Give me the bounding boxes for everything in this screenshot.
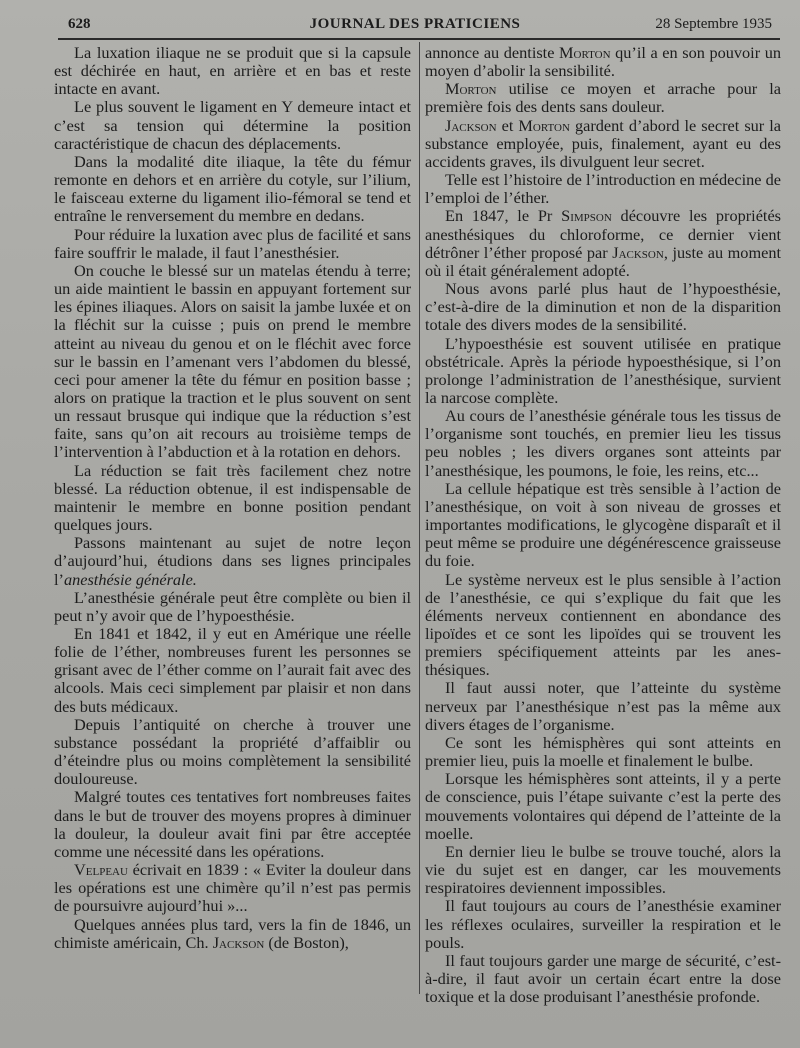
- paragraph: Dans la modalité dite iliaque, la tête du fémur remonte en dehors et en arrière du cotyle, sur l’ilium, le faisceau externe du ligament ilio-fémoral se tend et entraîne le renversement du membre en dedans.: [54, 151, 411, 226]
- paragraph: [54, 534, 411, 588]
- paragraph: Au cours de l’anesthésie générale tous les tissus de l’organisme sont touchés, en premier lieu les tissus peu nobles ; les divers organes sont atteints par l’anesthésique, les poumons, le foie, les reins, etc...: [425, 406, 781, 480]
- text-run: et: [496, 115, 519, 135]
- paragraph: Malgré toutes ces tentatives fort nombreuses faites dans le but de trouver des moyens propres à diminuer la douleur, la douleur avait fini par être acceptée comme une nécessité dans les opérations.: [54, 787, 411, 861]
- paragraph: [54, 861, 411, 915]
- header-rule: [58, 38, 780, 40]
- text-run: découvre les propriétés anesthésiques du chloroforme, ce dernier vient détrôner l’éther proposé par: [425, 206, 782, 262]
- person-name: Jackson: [612, 242, 664, 262]
- paragraph: Nous avons parlé plus haut de l’hypoesthésie, c’est-à-dire de la diminution et non de la disparition totale des divers modes de la sensibilité.: [425, 279, 781, 335]
- text-run: annonce au dentiste: [425, 43, 560, 62]
- paragraph: Il faut toujours garder une marge de sécurité, c’est-à-dire, il faut avoir un certain écart entre la dose toxique et la dose produisant l’anesthésie profonde.: [425, 950, 781, 1007]
- person-name: Velpeau: [74, 860, 128, 880]
- column-divider: [419, 42, 420, 994]
- page-number: 628: [68, 16, 91, 32]
- text-run: Passons maintenant au sujet de notre leçon d’aujourd’hui, étudions dans ses lignes principales l’: [54, 533, 411, 589]
- paragraph: Depuis l’antiquité on cherche à trouver une substance possédant la propriété d’affaiblir ou d’éteindre plus ou moins complètement la sensibilité douloureuse.: [54, 714, 411, 789]
- page-header: [58, 12, 772, 38]
- text-run: En 1847, le Pr: [445, 206, 562, 226]
- paragraph: Le plus souvent le ligament en Y demeure intact et c’est sa tension qui détermine la position caractéristique de chacun des déplacements.: [54, 97, 411, 153]
- paragraph: L’hypoesthésie est souvent utilisée en pratique obstétricale. Après la période hypoesthésique, si l’on prolonge l’administration de l’anesthésique, survient la narcose complète.: [425, 333, 781, 407]
- paragraph: Ce sont les hémisphères qui sont atteints en premier lieu, puis la moelle et finalement le bulbe.: [425, 732, 781, 771]
- italic-term: anesthésie générale.: [63, 569, 197, 589]
- person-name: Morton: [445, 79, 497, 99]
- paragraph: [425, 44, 781, 80]
- paragraph: Le système nerveux est le plus sensible à l’action de l’anesthésie, ce qui s’explique du fait que les éléments nerveux contiennent en abondance des lipoïdes et ce sont les lipoïdes qui se trouvent les premiers spécifiquement atteints par les anesthésiques.: [425, 569, 781, 680]
- paragraph: L’anesthésie générale peut être complète ou bien il peut n’y avoir que de l’hypoesthésie.: [54, 587, 411, 625]
- paragraph: La luxation iliaque ne se produit que si la capsule est déchirée en haut, en arrière et en bas et reste intacte en avant.: [54, 43, 411, 99]
- person-name: Morton: [518, 115, 570, 135]
- text-run: (de Boston),: [264, 932, 349, 952]
- text-run: gardent d’abord le secret sur la substance employée, puis, finalement, ayant eu des accidents graves, ils divulguent leur secret.: [425, 115, 782, 171]
- text-run: utilise ce moyen et arrache pour la première fois des dents sans douleur.: [425, 79, 781, 117]
- person-name: Jackson: [445, 115, 497, 135]
- paragraph: La réduction se fait très facilement chez notre blessé. La réduction obtenue, il est indispensable de maintenir le membre en bonne position pendant quelques jours.: [54, 460, 411, 535]
- paragraph: [425, 117, 781, 171]
- paragraph: Telle est l’histoire de l’introduction en médecine de l’emploi de l’éther.: [425, 170, 781, 208]
- person-name: Simpson: [561, 206, 612, 226]
- text-run: écrivait en 1839 : « Eviter la douleur dans les opérations est une chimère qu’il n’est pas permis de poursuivre aujourd’hui »...: [54, 860, 411, 916]
- journal-title: JOURNAL DES PRATICIENS: [309, 16, 521, 32]
- text-run: qu’il a en son pouvoir un moyen d’abolir la sensibilité.: [425, 43, 781, 81]
- paragraph: Lorsque les hémisphères sont atteints, il y a perte de conscience, puis l’étape suivante c’est la perte des mouvements volontaires qui dépend de l’atteinte de la moelle.: [425, 769, 781, 843]
- text-run: Quelques années plus tard, vers la fin de 1846, un chimiste américain, Ch.: [54, 914, 411, 952]
- issue-date: 28 Septembre 1935: [655, 16, 772, 32]
- paragraph: Il faut aussi noter, que l’atteinte du système nerveux par l’anesthésique n’est pas la même aux divers étages de l’organisme.: [425, 678, 781, 734]
- text-run: , juste au moment où il était généralement adopté.: [425, 242, 782, 280]
- paragraph: [425, 80, 781, 116]
- paragraph: On couche le blessé sur un matelas étendu à terre; un aide maintient le bassin en appuyant fortement sur les épines iliaques. Alors on saisit la jambe luxée et on la fléchit sur la cuisse ; puis on prend le membre atteint au niveau du genou et on le fléchit avec force sur le bassin en l’amenant vers l’abdomen du blessé, ceci pour amener la tête du fémur en position basse ; alors on pratique la traction et le plus souvent on sent un ressaut brusque qui indique que la réduction s’est faite, sans qu’on ait recours au troisième temps de l’intervention à l’abduction et à la rotation en dehors.: [54, 260, 411, 462]
- person-name: Morton: [559, 43, 611, 62]
- paragraph: Pour réduire la luxation avec plus de facilité et sans faire souffrir le malade, il faut l’anesthésier.: [54, 224, 411, 262]
- right-column: [425, 44, 781, 1006]
- person-name: Jackson: [212, 932, 265, 952]
- paragraph: [54, 916, 411, 952]
- paragraph: En dernier lieu le bulbe se trouve touché, alors la vie du sujet est en danger, car les mouvements respiratoires deviennent impossibles.: [425, 841, 781, 898]
- paragraph: La cellule hépatique est très sensible à l’action de l’anesthésique, on voit à son niveau de grosses et importantes modifications, le glycogène disparaît et il peut même se produire une dégénérescence graisseuse du foie.: [425, 478, 781, 571]
- paragraph: [425, 207, 781, 280]
- left-column: [54, 44, 411, 952]
- paragraph: Il faut toujours au cours de l’anesthésie examiner les réflexes oculaires, surveiller la respiration et le pouls.: [425, 896, 781, 952]
- paragraph: En 1841 et 1842, il y eut en Amérique une réelle folie de l’éther, nombreuses furent les personnes se grisant avec de l’éther comme on l’aurait fait avec des alcools. Mais ceci simplement par plaisir et non dans des buts médicaux.: [54, 624, 411, 716]
